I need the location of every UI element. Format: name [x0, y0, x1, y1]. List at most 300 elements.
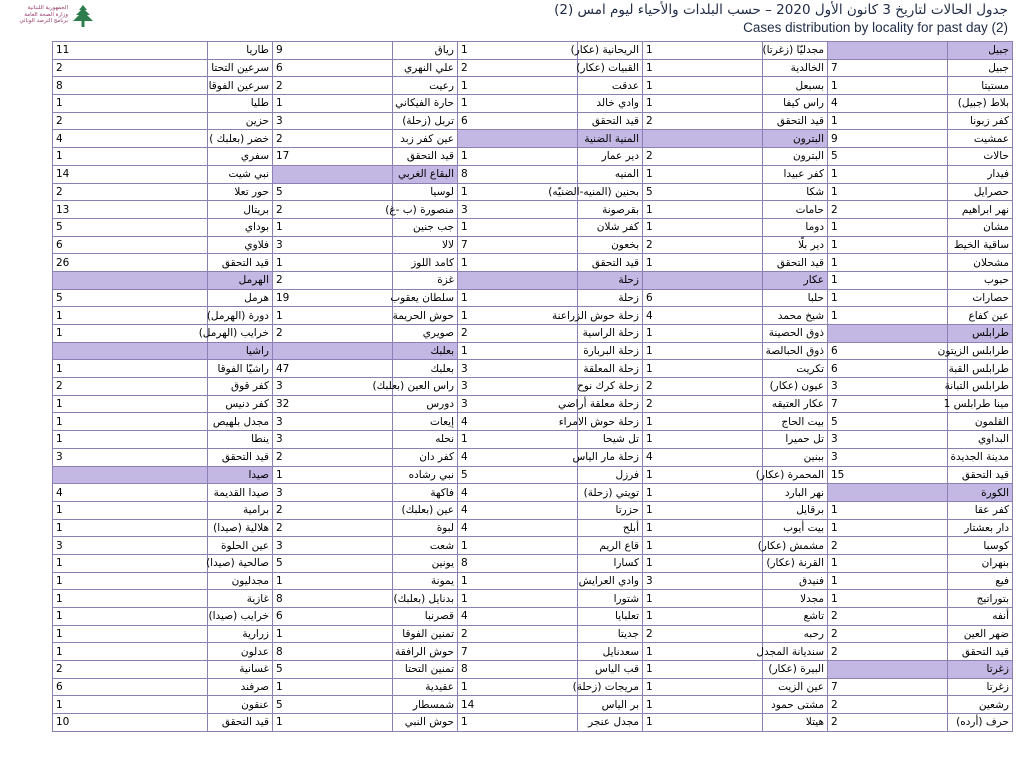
locality-cell: تل حميرا: [763, 431, 828, 449]
case-count-cell: 2: [643, 148, 763, 166]
table-row: [53, 466, 1013, 484]
case-count-cell: [828, 42, 948, 60]
locality-cell: سلطان يعقوب: [393, 289, 458, 307]
locality-cell: زحلة المعلقة: [578, 360, 643, 378]
locality-cell: يونين: [393, 554, 458, 572]
case-count-cell: 1: [53, 501, 208, 519]
locality-cell: تل شيحا: [578, 431, 643, 449]
locality-cell: لبوة: [393, 519, 458, 537]
locality-cell: حوش الرافقة: [393, 643, 458, 661]
case-count-cell: 1: [273, 572, 393, 590]
case-count-cell: 1: [458, 95, 578, 113]
case-count-cell: 1: [828, 218, 948, 236]
table-row: [53, 678, 1013, 696]
locality-cell: مجدليّا (زغرتا): [763, 42, 828, 60]
case-count-cell: 6: [53, 678, 208, 696]
case-count-cell: 5: [828, 148, 948, 166]
case-count-cell: 1: [828, 307, 948, 325]
locality-cell: بيت أيوب: [763, 519, 828, 537]
locality-cell: القلمون: [948, 413, 1013, 431]
case-count-cell: 14: [53, 165, 208, 183]
case-count-cell: 2: [273, 201, 393, 219]
case-count-cell: 4: [458, 501, 578, 519]
table-row: [53, 519, 1013, 537]
district-heading-cell: صيدا: [208, 466, 273, 484]
locality-cell: مريجات (زحلة): [578, 678, 643, 696]
locality-cell: قيد التحقق: [948, 643, 1013, 661]
locality-cell: ضهر العين: [948, 625, 1013, 643]
locality-cell: راس كيفا: [763, 95, 828, 113]
table-row: [53, 307, 1013, 325]
locality-cell: كفر قوق: [208, 378, 273, 396]
locality-cell: برقايل: [763, 501, 828, 519]
locality-cell: بتوراتيج: [948, 590, 1013, 608]
case-count-cell: 1: [273, 714, 393, 732]
case-count-cell: 2: [458, 625, 578, 643]
case-count-cell: 1: [458, 307, 578, 325]
locality-cell: علي النهري: [393, 59, 458, 77]
locality-cell: زحلة مار الياس: [578, 448, 643, 466]
case-count-cell: [273, 342, 393, 360]
case-count-cell: [643, 130, 763, 148]
case-count-cell: 3: [828, 448, 948, 466]
case-count-cell: 1: [643, 254, 763, 272]
locality-cell: دورة (الهرمل): [208, 307, 273, 325]
case-count-cell: 4: [458, 413, 578, 431]
table-row: [53, 572, 1013, 590]
table-row: [53, 413, 1013, 431]
case-count-cell: 1: [53, 608, 208, 626]
locality-cell: حوش الحريمة: [393, 307, 458, 325]
case-count-cell: 1: [273, 254, 393, 272]
locality-cell: لوسيا: [393, 183, 458, 201]
locality-cell: منصورة (ب -غ): [393, 201, 458, 219]
district-heading-cell: زغرتا: [948, 661, 1013, 679]
locality-cell: زحلة كرك نوح: [578, 378, 643, 396]
case-count-cell: [53, 342, 208, 360]
locality-cell: تمنين الفوقا: [393, 625, 458, 643]
case-count-cell: 2: [273, 130, 393, 148]
table-row: [53, 378, 1013, 396]
locality-cell: حامات: [763, 201, 828, 219]
table-row: [53, 395, 1013, 413]
locality-cell: تاشع: [763, 608, 828, 626]
locality-cell: غسانية: [208, 661, 273, 679]
locality-cell: زحلة معلقة أراضي: [578, 395, 643, 413]
case-count-cell: [273, 165, 393, 183]
locality-cell: المنيه: [578, 165, 643, 183]
case-count-cell: 1: [53, 696, 208, 714]
case-count-cell: 1: [643, 466, 763, 484]
case-count-cell: 2: [828, 625, 948, 643]
case-count-cell: 1: [828, 501, 948, 519]
case-count-cell: 2: [828, 537, 948, 555]
locality-cell: زحلة: [578, 289, 643, 307]
locality-cell: تكريت: [763, 360, 828, 378]
case-count-cell: 1: [458, 342, 578, 360]
locality-cell: حبوب: [948, 271, 1013, 289]
case-count-cell: 5: [273, 661, 393, 679]
locality-cell: رعيت: [393, 77, 458, 95]
locality-cell: دار بعشتار: [948, 519, 1013, 537]
case-count-cell: 2: [643, 236, 763, 254]
locality-cell: صرفند: [208, 678, 273, 696]
locality-cell: قيد التحقق: [393, 148, 458, 166]
case-count-cell: 7: [828, 395, 948, 413]
case-count-cell: 1: [273, 218, 393, 236]
locality-cell: حوش النبي: [393, 714, 458, 732]
case-count-cell: 32: [273, 395, 393, 413]
case-count-cell: 1: [828, 271, 948, 289]
locality-cell: صيدا القديمة: [208, 484, 273, 502]
locality-cell: الريحانية (عكار): [578, 42, 643, 60]
table-row: [53, 643, 1013, 661]
case-count-cell: 1: [643, 59, 763, 77]
locality-cell: قيد التحقق: [208, 254, 273, 272]
locality-cell: رحبه: [763, 625, 828, 643]
case-count-cell: 2: [273, 77, 393, 95]
locality-cell: كفر زبونا: [948, 112, 1013, 130]
locality-cell: لالا: [393, 236, 458, 254]
case-count-cell: 6: [273, 608, 393, 626]
case-count-cell: 1: [828, 183, 948, 201]
table-row: [53, 714, 1013, 732]
locality-cell: قيد التحقق: [763, 112, 828, 130]
case-count-cell: 7: [458, 236, 578, 254]
table-row: [53, 501, 1013, 519]
case-count-cell: [53, 271, 208, 289]
case-count-cell: 2: [458, 325, 578, 343]
case-count-cell: 1: [53, 590, 208, 608]
case-count-cell: 2: [828, 608, 948, 626]
cases-table: [52, 41, 1013, 732]
case-count-cell: 7: [828, 59, 948, 77]
case-count-cell: 1: [53, 325, 208, 343]
table-row: [53, 342, 1013, 360]
locality-cell: مشحلان: [948, 254, 1013, 272]
table-row: [53, 448, 1013, 466]
locality-cell: أنفه: [948, 608, 1013, 626]
case-count-cell: 2: [53, 59, 208, 77]
case-count-cell: 1: [53, 643, 208, 661]
locality-cell: عين كفاع: [948, 307, 1013, 325]
locality-cell: ببنين: [763, 448, 828, 466]
case-count-cell: 1: [643, 325, 763, 343]
case-count-cell: 4: [53, 484, 208, 502]
case-count-cell: 4: [643, 307, 763, 325]
case-count-cell: 6: [458, 112, 578, 130]
district-heading-cell: زحلة: [578, 271, 643, 289]
locality-cell: عقيدية: [393, 678, 458, 696]
case-count-cell: 3: [458, 378, 578, 396]
case-count-cell: 6: [53, 236, 208, 254]
locality-cell: قيد التحقق: [578, 254, 643, 272]
table-row: [53, 218, 1013, 236]
locality-cell: بسبعل: [763, 77, 828, 95]
case-count-cell: 3: [273, 431, 393, 449]
case-count-cell: 5: [273, 554, 393, 572]
locality-cell: قيد التحقق: [578, 112, 643, 130]
locality-cell: مشتى حمود: [763, 696, 828, 714]
case-count-cell: 4: [53, 130, 208, 148]
locality-cell: ذوق الحبالصة: [763, 342, 828, 360]
district-heading-cell: عكار: [763, 271, 828, 289]
locality-cell: دير بلّا: [763, 236, 828, 254]
case-count-cell: 1: [643, 661, 763, 679]
case-count-cell: 11: [53, 42, 208, 60]
locality-cell: مستيتا: [948, 77, 1013, 95]
case-count-cell: 1: [53, 395, 208, 413]
locality-cell: زرارية: [208, 625, 273, 643]
case-count-cell: 1: [828, 572, 948, 590]
page-title-english: Cases distribution by locality for past day (2): [743, 20, 1008, 35]
logo-line: الجمهورية اللبنانية: [27, 5, 68, 11]
ministry-logo: [6, 3, 116, 31]
case-count-cell: 8: [458, 554, 578, 572]
locality-cell: حالات: [948, 148, 1013, 166]
locality-cell: مدينة الجديدة: [948, 448, 1013, 466]
locality-cell: بيت الحاج: [763, 413, 828, 431]
case-count-cell: 1: [643, 554, 763, 572]
locality-cell: شتورا: [578, 590, 643, 608]
case-count-cell: [828, 325, 948, 343]
case-count-cell: [828, 661, 948, 679]
locality-cell: بدنايل (بعلبك): [393, 590, 458, 608]
case-count-cell: 1: [643, 42, 763, 60]
case-count-cell: 1: [53, 413, 208, 431]
locality-cell: طرابلس القبة: [948, 360, 1013, 378]
table-row: [53, 183, 1013, 201]
locality-cell: تويتي (زحلة): [578, 484, 643, 502]
case-count-cell: 1: [828, 236, 948, 254]
case-count-cell: 1: [643, 537, 763, 555]
case-count-cell: 1: [458, 218, 578, 236]
case-count-cell: 2: [828, 696, 948, 714]
table-row: [53, 554, 1013, 572]
locality-cell: هيتلا: [763, 714, 828, 732]
locality-cell: البداوي: [948, 431, 1013, 449]
case-count-cell: 3: [273, 413, 393, 431]
locality-cell: جب جنين: [393, 218, 458, 236]
case-count-cell: 2: [643, 625, 763, 643]
locality-cell: دورس: [393, 395, 458, 413]
case-count-cell: 26: [53, 254, 208, 272]
case-count-cell: 1: [53, 148, 208, 166]
district-heading-cell: الكورة: [948, 484, 1013, 502]
locality-cell: قصرنبا: [393, 608, 458, 626]
locality-cell: فلاوي: [208, 236, 273, 254]
case-count-cell: 2: [53, 183, 208, 201]
locality-cell: بحنين (المنيه-الضنيّه): [578, 183, 643, 201]
locality-cell: مجدل عنجر: [578, 714, 643, 732]
logo-line: برنامج الترصد الوبائي: [19, 18, 68, 25]
case-count-cell: [828, 484, 948, 502]
locality-cell: القبيات (عكار): [578, 59, 643, 77]
locality-cell: هلالية (صيدا): [208, 519, 273, 537]
locality-cell: طاريا: [208, 42, 273, 60]
table-row: [53, 254, 1013, 272]
case-count-cell: 1: [458, 714, 578, 732]
locality-cell: مجدل بلهيص: [208, 413, 273, 431]
case-count-cell: 2: [273, 271, 393, 289]
case-count-cell: 3: [53, 537, 208, 555]
case-count-cell: 1: [273, 466, 393, 484]
case-count-cell: 1: [643, 77, 763, 95]
table-row: [53, 236, 1013, 254]
district-heading-cell: راشيا: [208, 342, 273, 360]
case-count-cell: 1: [643, 696, 763, 714]
locality-cell: طليا: [208, 95, 273, 113]
locality-cell: عين (بعلبك): [393, 501, 458, 519]
locality-cell: جديتا: [578, 625, 643, 643]
table-row: [53, 112, 1013, 130]
case-count-cell: 8: [458, 165, 578, 183]
locality-cell: زحلة حوش الامراء: [578, 413, 643, 431]
locality-cell: عدلون: [208, 643, 273, 661]
locality-cell: قيد التحقق: [208, 448, 273, 466]
case-count-cell: 3: [273, 484, 393, 502]
case-count-cell: 14: [458, 696, 578, 714]
case-count-cell: 1: [828, 519, 948, 537]
district-heading-cell: المنية الضنية: [578, 130, 643, 148]
case-count-cell: [53, 466, 208, 484]
locality-cell: وادي خالد: [578, 95, 643, 113]
case-count-cell: 1: [53, 307, 208, 325]
locality-cell: كفر شلان: [578, 218, 643, 236]
case-count-cell: 8: [458, 661, 578, 679]
case-count-cell: 3: [458, 395, 578, 413]
locality-cell: وادي العرايش: [578, 572, 643, 590]
locality-cell: شعت: [393, 537, 458, 555]
case-count-cell: 4: [458, 448, 578, 466]
case-count-cell: 7: [458, 643, 578, 661]
locality-cell: خرايب (الهرمل): [208, 325, 273, 343]
locality-cell: إيعات: [393, 413, 458, 431]
table-row: [53, 537, 1013, 555]
locality-cell: طرابلس الزيتون: [948, 342, 1013, 360]
case-count-cell: 5: [643, 183, 763, 201]
locality-cell: بعلبك: [393, 360, 458, 378]
locality-cell: شكا: [763, 183, 828, 201]
case-count-cell: 6: [643, 289, 763, 307]
locality-cell: كسارا: [578, 554, 643, 572]
case-count-cell: 1: [643, 608, 763, 626]
case-count-cell: 1: [643, 431, 763, 449]
case-count-cell: 3: [273, 537, 393, 555]
locality-cell: راس العين (بعلبك): [393, 378, 458, 396]
case-count-cell: 4: [458, 484, 578, 502]
district-heading-cell: الهرمل: [208, 271, 273, 289]
case-count-cell: 1: [643, 714, 763, 732]
case-count-cell: 1: [53, 95, 208, 113]
table-row: [53, 77, 1013, 95]
locality-cell: فاكهة: [393, 484, 458, 502]
case-count-cell: 2: [273, 501, 393, 519]
case-count-cell: 7: [828, 678, 948, 696]
locality-cell: زحلة الراسية: [578, 325, 643, 343]
locality-cell: خرايب (صيدا): [208, 608, 273, 626]
locality-cell: دير عمار: [578, 148, 643, 166]
ministry-logo-text: [12, 5, 68, 25]
locality-cell: بنهران: [948, 554, 1013, 572]
case-count-cell: 19: [273, 289, 393, 307]
locality-cell: حصرايل: [948, 183, 1013, 201]
locality-cell: تعلبايا: [578, 608, 643, 626]
case-count-cell: 1: [643, 413, 763, 431]
case-count-cell: 1: [643, 218, 763, 236]
case-count-cell: 2: [643, 395, 763, 413]
locality-cell: قيد التحقق: [208, 714, 273, 732]
case-count-cell: 17: [273, 148, 393, 166]
table-row: [53, 360, 1013, 378]
case-count-cell: 1: [53, 431, 208, 449]
locality-cell: حلبا: [763, 289, 828, 307]
case-count-cell: 9: [828, 130, 948, 148]
case-count-cell: 15: [828, 466, 948, 484]
table-row: [53, 661, 1013, 679]
table-row: [53, 95, 1013, 113]
locality-cell: نحله: [393, 431, 458, 449]
locality-cell: رياق: [393, 42, 458, 60]
logo-line: وزارة الصحة العامة: [24, 11, 68, 18]
locality-cell: نهر البارد: [763, 484, 828, 502]
case-count-cell: 2: [53, 378, 208, 396]
case-count-cell: 8: [273, 590, 393, 608]
locality-cell: حرف (أرده): [948, 714, 1013, 732]
case-count-cell: 1: [53, 519, 208, 537]
case-count-cell: 3: [273, 112, 393, 130]
locality-cell: زغرتا: [948, 678, 1013, 696]
case-count-cell: 1: [458, 572, 578, 590]
table-row: [53, 289, 1013, 307]
case-count-cell: 1: [828, 590, 948, 608]
case-count-cell: 5: [458, 466, 578, 484]
case-count-cell: 1: [643, 519, 763, 537]
case-count-cell: 5: [273, 183, 393, 201]
locality-cell: نبي رشاده: [393, 466, 458, 484]
locality-cell: بوداي: [208, 218, 273, 236]
case-count-cell: [458, 271, 578, 289]
case-count-cell: 1: [643, 484, 763, 502]
case-count-cell: 4: [458, 519, 578, 537]
locality-cell: قيد التحقق: [948, 466, 1013, 484]
locality-cell: بخعون: [578, 236, 643, 254]
table-row: [53, 484, 1013, 502]
locality-cell: عين الزيت: [763, 678, 828, 696]
locality-cell: عكار العتيقه: [763, 395, 828, 413]
locality-cell: حارة الفيكاني: [393, 95, 458, 113]
locality-cell: كامد اللوز: [393, 254, 458, 272]
locality-cell: أبلح: [578, 519, 643, 537]
case-count-cell: 2: [643, 378, 763, 396]
locality-cell: ساقية الخيط: [948, 236, 1013, 254]
case-count-cell: 5: [273, 696, 393, 714]
case-count-cell: 47: [273, 360, 393, 378]
locality-cell: بر الياس: [578, 696, 643, 714]
case-count-cell: 4: [643, 448, 763, 466]
case-count-cell: 1: [643, 342, 763, 360]
case-count-cell: 5: [53, 289, 208, 307]
case-count-cell: 6: [828, 360, 948, 378]
locality-cell: عين الحلوة: [208, 537, 273, 555]
table-row: [53, 201, 1013, 219]
locality-cell: كفر عبيدا: [763, 165, 828, 183]
district-heading-cell: بعلبك: [393, 342, 458, 360]
case-count-cell: 1: [458, 42, 578, 60]
case-count-cell: 1: [273, 307, 393, 325]
locality-cell: هرمل: [208, 289, 273, 307]
locality-cell: سعدنايل: [578, 643, 643, 661]
